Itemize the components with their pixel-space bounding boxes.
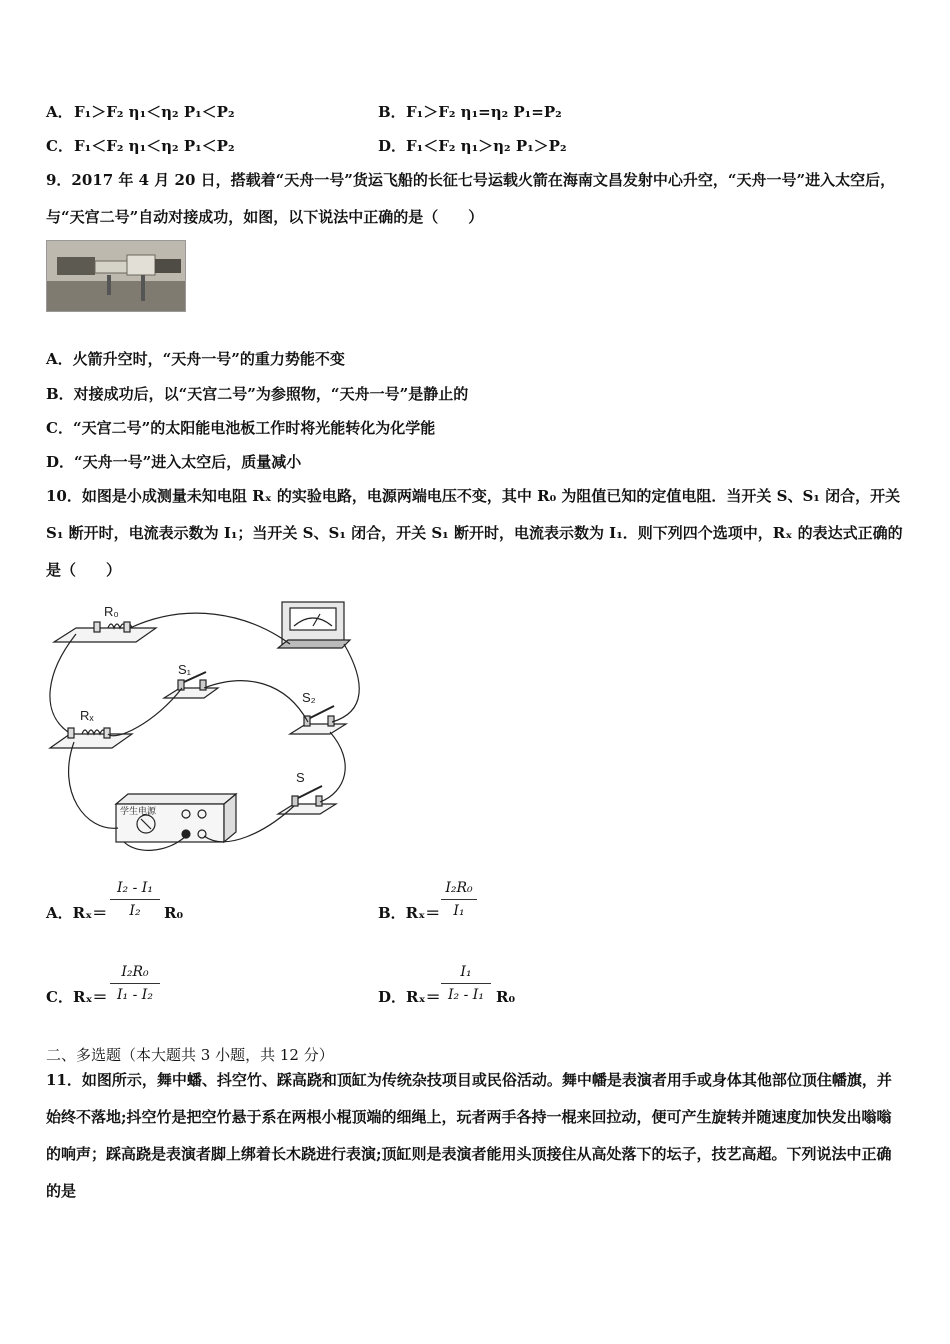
q10-option-d-fraction xyxy=(441,963,491,1004)
q10-option-b-label: B．Rₓ＝ xyxy=(378,904,441,922)
q10-option-c-numerator: I₂R₀ xyxy=(121,964,149,980)
q10-option-a-fraction xyxy=(110,879,160,920)
q10-option-c-denominator: I₁ - I₂ xyxy=(117,987,153,1003)
q9-option-d: D．“天舟一号”进入太空后，质量减小 xyxy=(46,453,302,471)
q10-option-d-denominator: I₂ - I₁ xyxy=(448,987,484,1003)
spacecraft-icon xyxy=(47,241,185,311)
q8-option-d-text: F₁＜F₂ η₁＞η₂ P₁＞P₂ xyxy=(406,137,567,155)
q10-option-a-numerator: I₂ - I₁ xyxy=(117,880,153,896)
q8-option-a-text: F₁＞F₂ η₁＜η₂ P₁＜P₂ xyxy=(74,103,235,121)
q8-option-a: A． xyxy=(46,103,73,121)
q8-option-c: C． xyxy=(46,137,73,155)
q9-stem: 9．2017 年 4 月 20 日，搭载着“天舟一号”货运飞船的长征七号运载火箭在海南文昌发射中心升空，“天舟一号”进入太空后，与“天宫二号”自动对接成功，如图，以下说法中正确的是（ ） xyxy=(46,171,896,226)
q10-option-d-numerator: I₁ xyxy=(460,964,472,980)
circuit-diagram xyxy=(46,592,366,854)
spacecraft-docking-photo xyxy=(46,240,186,312)
q10-option-b-numerator: I₂R₀ xyxy=(445,880,473,896)
q10-option-a-suffix: R₀ xyxy=(164,904,184,922)
q8-option-b-text: F₁＞F₂ η₁=η₂ P₁=P₂ xyxy=(406,103,562,121)
s2-label: S₂ xyxy=(302,690,316,705)
section-heading: 二、多选题（本大题共 3 小题，共 12 分） xyxy=(46,1046,334,1064)
q10-option-a-label: A．Rₓ＝ xyxy=(46,904,108,922)
q10-option-c-fraction xyxy=(110,963,160,1004)
q8-option-b: B． xyxy=(378,103,406,121)
q10-option-c-label: C．Rₓ＝ xyxy=(46,988,108,1006)
r0-label: R₀ xyxy=(104,604,119,619)
s1-label: S₁ xyxy=(178,662,192,677)
q9-option-a: A．火箭升空时，“天舟一号”的重力势能不变 xyxy=(46,350,345,368)
q10-option-d-label: D．Rₓ＝ xyxy=(378,988,441,1006)
q10-option-a-denominator: I₂ xyxy=(129,903,141,919)
q8-option-d: D． xyxy=(378,137,407,155)
rx-label: Rₓ xyxy=(80,708,94,723)
q10-option-b-fraction xyxy=(441,879,477,920)
q11-stem: 11．如图所示，舞中蟠、抖空竹、踩高跷和顶缸为传统杂技项目或民俗活动。舞中幡是表演者用手或身体其他部位顶住幡旗，并始终不落地;抖空竹是把空竹悬于系在两根小棍顶端的细绳上，玩者两手各持一棍来回拉动，便可产生旋转并随速度加快发出嗡嗡的响声；踩高跷是表演者脚上绑着长木跷进行表演;顶缸则是表演者能用头顶接住从高处落下的坛子，技艺高超。下列说法中正确的是 xyxy=(46,1071,892,1200)
power-supply-label: 学生电源 xyxy=(120,806,157,816)
q10-stem: 10．如图是小成测量未知电阻 Rₓ 的实验电路，电源两端电压不变，其中 R₀ 为阻值已知的定值电阻．当开关 S、S₁ 闭合，开关 S₁ 断开时，电流表示数为 I₁；当开关 S、S₁ 闭合，开关 S₁ 断开时，电流表示数为 I₁．则下列四个选项中，Rₓ 的表达式正确的是（ ） xyxy=(46,487,903,579)
q8-option-c-text: F₁＜F₂ η₁＜η₂ P₁＜P₂ xyxy=(74,137,235,155)
q9-option-c: C．“天宫二号”的太阳能电池板工作时将光能转化为化学能 xyxy=(46,419,436,437)
s-label: S xyxy=(296,770,305,785)
q10-option-d-suffix: R₀ xyxy=(496,988,516,1006)
q10-option-b-denominator: I₁ xyxy=(453,903,465,919)
q9-option-b: B．对接成功后，以“天宫二号”为参照物，“天舟一号”是静止的 xyxy=(46,385,469,403)
